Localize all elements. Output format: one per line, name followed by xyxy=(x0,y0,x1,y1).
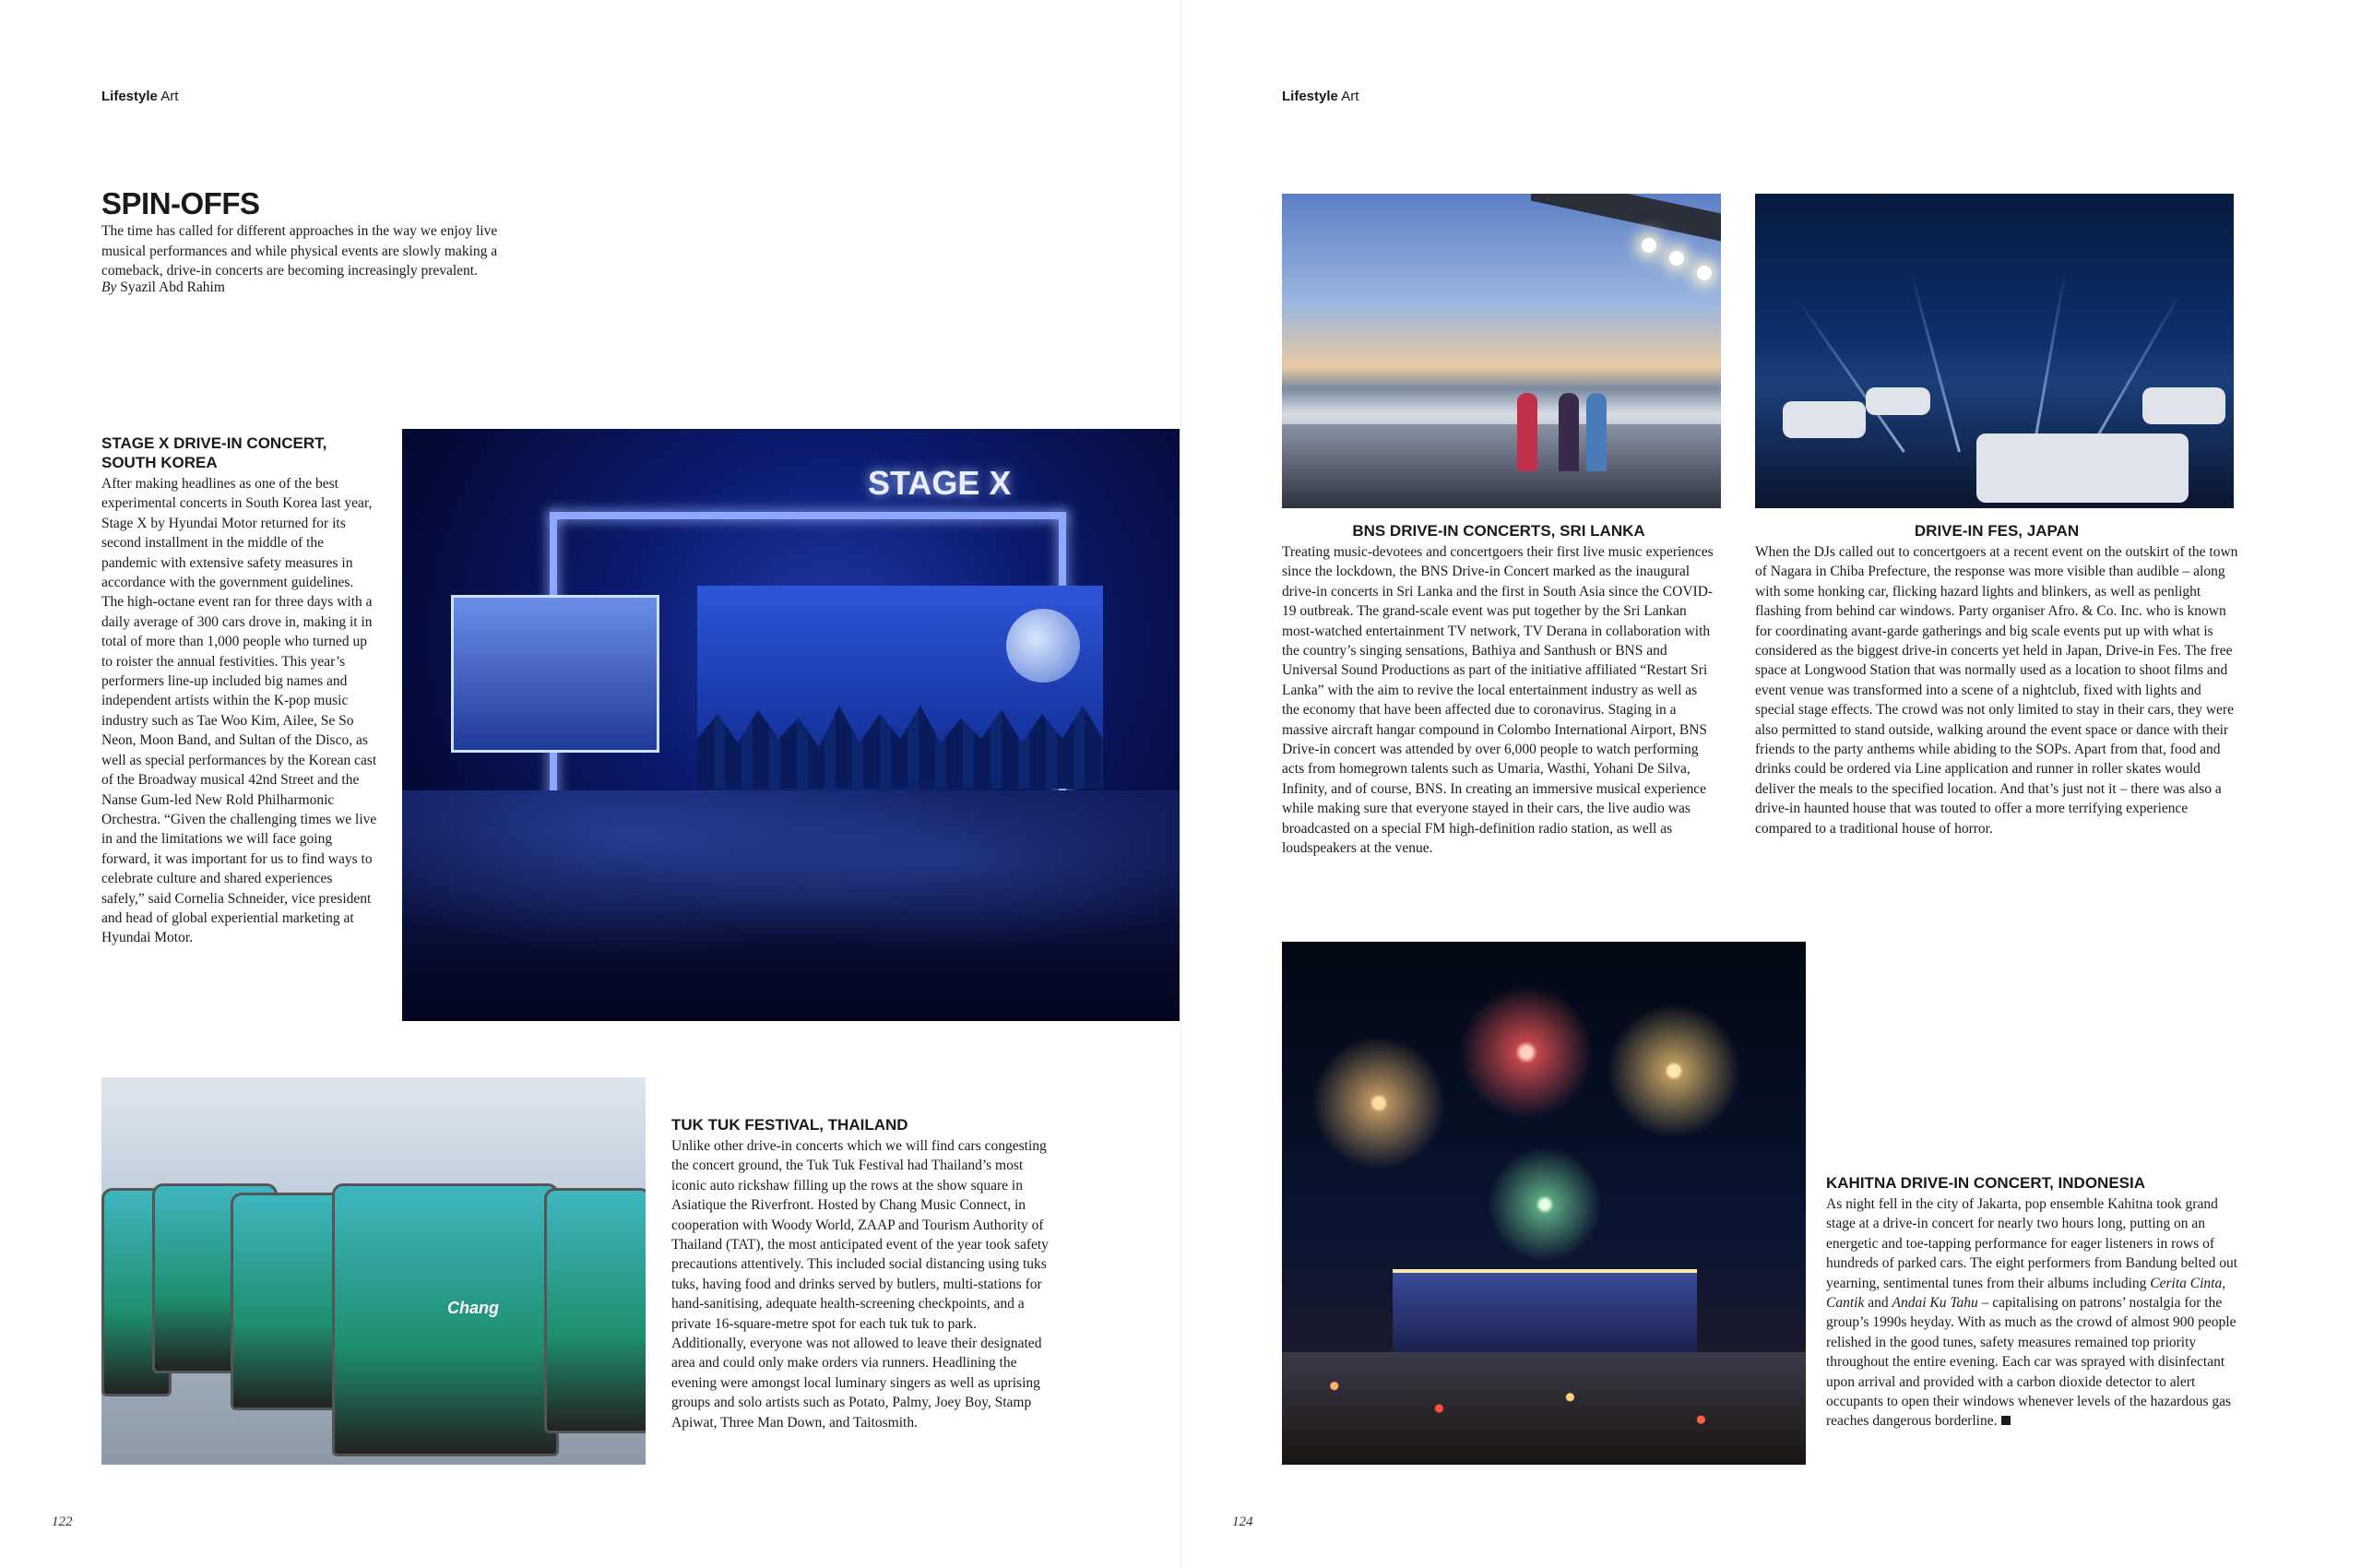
light-beam xyxy=(2032,270,2067,452)
kahitna-body-part-2: – capitalising on patrons’ nostalgia for the group’s 1990s heyday. With as much as the crowd of almost 900 people relished in the good tunes, safety measures remained top priority throughout the entire evening. Each car was sprayed with disinfectant upon arrival and provided with a carbon dioxide detector to alert occupants to open their windows whenever levels of the hazardous gas reaches dangerous borderline. xyxy=(1826,1295,2236,1430)
section-tuk-tuk xyxy=(671,1115,1050,1432)
light-beam xyxy=(2087,291,2182,453)
running-head-section: Lifestyle xyxy=(101,89,158,104)
concert-stage xyxy=(1393,1269,1697,1356)
performer xyxy=(1586,393,1607,471)
firework-burst xyxy=(1310,1034,1448,1172)
parked-car xyxy=(1976,434,2189,503)
section-stage-x xyxy=(101,434,378,948)
chang-logo: Chang xyxy=(447,1299,499,1317)
tuk-tuk-vehicle xyxy=(332,1183,559,1456)
stage-platform xyxy=(1282,424,1721,508)
moon-graphic xyxy=(1006,609,1080,683)
photo-drive-in-fes xyxy=(1755,194,2234,508)
section-body-fes: When the DJs called out to concertgoers at a recent event on the outskirt of the town of Nagara in Chiba Prefecture, the response was more visible than audible – along with some honking car, flicking hazard lights and blinkers, as well as penlight flashing from behind car windows. Party organiser Afro. & Co. Inc. who is known for coordinating avant-garde gatherings and big scale events put up with what is considered as the biggest drive-in concerts yet held in Japan, Drive-in Fes. The free space at Longwood Station that was normally used as a location to shoot films and event venue was transformed into a scene of a nightclub, fixed with lights and special stage effects. The crowd was not only limited to stay in their cars, they were also permitted to stand outside, walking around the event space or dance with their friends to the party anthems while abiding to the SOPs. Apart from that, food and drinks could be ordered via Line application and runner in roller skates would deliver the meals to the specified location. And that’s just not it – there was also a drive-in haunted house that was touted to offer a more terrifying experience compared to a traditional house of horror. xyxy=(1755,544,2238,837)
section-heading-stage-x: STAGE X DRIVE-IN CONCERT, SOUTH KOREA xyxy=(101,434,327,471)
section-heading-kahitna: KAHITNA DRIVE-IN CONCERT, INDONESIA xyxy=(1826,1174,2145,1192)
section-fes xyxy=(1755,521,2238,838)
page-number-left: 122 xyxy=(52,1515,73,1529)
separator: and xyxy=(1864,1295,1892,1312)
firework-burst xyxy=(1605,1002,1743,1140)
separator: , xyxy=(2222,1275,2226,1291)
section-body-kahitna xyxy=(1826,1194,2239,1431)
firework-burst xyxy=(1457,983,1596,1122)
light-beam xyxy=(1910,273,1961,452)
section-body-bns: Treating music-devotees and concertgoers their first live music experiences since the lockdown, the BNS Drive-in Concert marked as the inaugural drive-in concerts in Sri Lanka and the first in South Asia since the COVID-19 outbreak. The grand-scale event was put together by the Sri Lankan most-watched entertainment TV network, TV Derana in collaboration with the country’s singing sensations, Bathiya and Santhush or BNS and Universal Sound Productions as part of the initiative affiliated “Restart Sri Lanka” with the aim to revive the local entertainment industry as well as the economy that have been affected due to coronavirus. Staging in a massive aircraft hangar compound in Colombo International Airport, BNS Drive-in concert was attended by over 6,000 people to watch performing acts from homegrown talents such as Umaria, Wasthi, Yohani De Silva, Infinity, and of course, BNS. In creating an immersive musical experience while making sure that everyone stayed in their cars, the live audio was broadcasted on a special FM high-definition radio station, as well as loudspeakers at the venue. xyxy=(1282,544,1714,857)
firework-burst xyxy=(1485,1145,1605,1265)
parked-cars xyxy=(1282,1352,1806,1465)
byline-prefix: By xyxy=(101,279,117,295)
page-title: SPIN-OFFS xyxy=(101,186,260,220)
byline-author: Syazil Abd Rahim xyxy=(120,279,225,295)
parked-car xyxy=(1866,387,1930,415)
running-head-subsection: Art xyxy=(160,89,179,104)
standfirst: The time has called for different approaches in the way we enjoy live musical performances and while physical events are slowly making a comeback, drive-in concerts are becoming increasingly prevalent. xyxy=(101,223,498,279)
parked-car xyxy=(2142,387,2225,424)
photo-kahitna-concert xyxy=(1282,942,1806,1465)
byline xyxy=(101,278,225,298)
section-heading-bns: BNS DRIVE-IN CONCERTS, SRI LANKA xyxy=(1352,522,1645,540)
photo-tuk-tuk-festival xyxy=(101,1077,646,1465)
stage-light xyxy=(1669,251,1684,266)
section-bns xyxy=(1282,521,1715,859)
orchestra-screen xyxy=(451,595,659,753)
page-number-right: 124 xyxy=(1232,1515,1253,1529)
tuk-tuk-vehicle xyxy=(544,1188,646,1433)
parked-cars xyxy=(402,790,1180,1021)
photo-stage-x-concert xyxy=(402,429,1180,1021)
kahitna-body-part-1: As night fell in the city of Jakarta, pop ensemble Kahitna took grand stage at a drive-in concert for nearly two hours long, putting on an energetic and toe-tapping performance for eager listeners in rows of hundreds of parked cars. The eight performers from Bandung belted out yearning, sentimental tunes from their albums including xyxy=(1826,1196,2238,1291)
section-body-tuk-tuk: Unlike other drive-in concerts which we will find cars congesting the concert ground, the Tuk Tuk Festival had Thailand’s most iconic auto rickshaw filling up the rows at the show square in Asiatique the Riverfront. Hosted by Chang Music Connect, in cooperation with Woody World, ZAAP and Tourism Authority of Thailand (TAT), the most anticipated event of the year took safety precautions attentively. This included social distancing using tuks tuks, having food and drinks served by butlers, multi-stations for hand-sanitising, adequate health-screening checkpoints, and a private 16-square-metre spot for each tuk tuk to park. Additionally, everyone was not allowed to leave their designated area and could only make orders via runners. Headlining the evening were amongst local luminary singers as well as uprising groups and solo artists such as Potato, Palmy, Joey Boy, Stamp Apiwat, Three Man Down, and Taitosmith. xyxy=(671,1138,1049,1431)
stage-truss xyxy=(550,512,1066,519)
section-heading-tuk-tuk: TUK TUK FESTIVAL, THAILAND xyxy=(671,1116,908,1134)
album-title: Cantik xyxy=(1826,1295,1865,1312)
stage-light xyxy=(1697,266,1712,280)
performer xyxy=(1517,393,1537,471)
album-title: Andai Ku Tahu xyxy=(1892,1295,1978,1312)
end-mark-icon xyxy=(2001,1416,2011,1425)
section-heading-fes: DRIVE-IN FES, JAPAN xyxy=(1914,522,2080,540)
running-head-left xyxy=(101,89,178,104)
parked-car xyxy=(1783,401,1866,438)
section-body-stage-x: After making headlines as one of the best experimental concerts in South Korea last year, Stage X by Hyundai Motor returned for its second installment in the middle of the pandemic with extensive safety measures in accordance with the government guidelines. The high-octane event ran for three days with a daily average of 300 cars drove in, making it in total of more than 1,000 people who turned up to roister the annual festivities. This year’s performers line-up included big names and independent artists within the K-pop music industry such as Tae Woo Kim, Ailee, Se So Neon, Moon Band, and Sultan of the Disco, as well as special performances by the Korean cast of the Broadway musical 42nd Street and the Nanse Gum-led New Rold Philharmonic Orchestra. “Given the challenging times we live in and the limitations we will face going forward, it was important for us to find ways to celebrate culture and shared experiences safely,” said Cornelia Schneider, vice president and head of global experiential marketing at Hyundai Motor. xyxy=(101,476,377,946)
running-head-right xyxy=(1282,89,1358,104)
photo-bns-concert xyxy=(1282,194,1721,508)
running-head-section: Lifestyle xyxy=(1282,89,1338,104)
section-kahitna xyxy=(1826,1173,2239,1431)
spread-gutter xyxy=(1180,0,1181,1568)
running-head-subsection: Art xyxy=(1341,89,1359,104)
stage-x-logo: STAGE X xyxy=(868,464,1012,502)
album-title: Cerita Cinta xyxy=(2150,1275,2223,1291)
performer xyxy=(1559,393,1579,471)
lighting-rig xyxy=(1531,194,1721,242)
stage-light xyxy=(1642,238,1656,253)
